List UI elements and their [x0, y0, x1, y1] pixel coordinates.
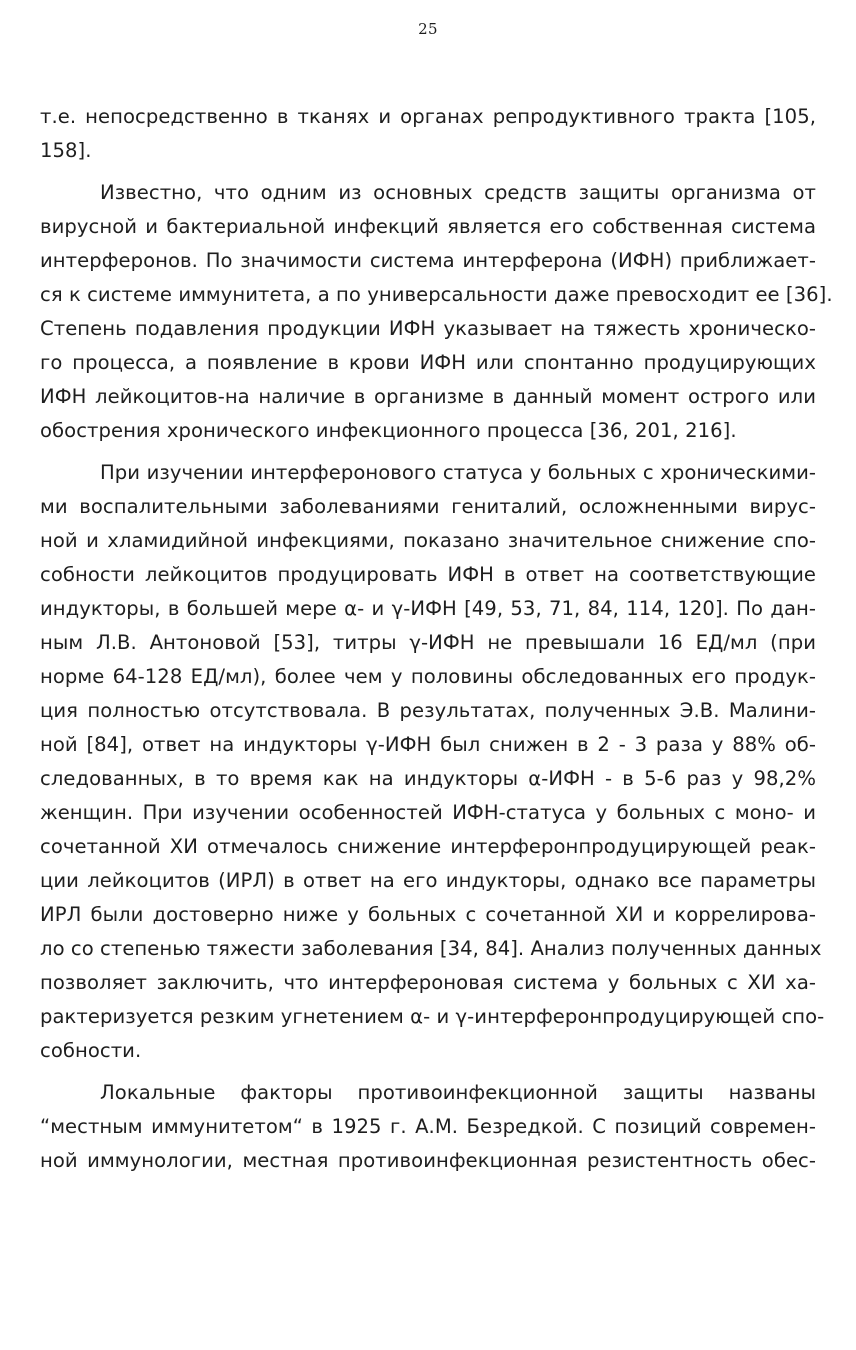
text-line: собности.: [40, 1039, 142, 1062]
text-line: ным Л.В. Антоновой [53], титры γ-ИФН не превышали 16 ЕД/мл (при: [40, 631, 816, 654]
page-body: [40, 100, 833, 1178]
text-line: Степень подавления продукции ИФН указывает на тяжесть хроническо-: [40, 317, 816, 340]
text-line: ной и хламидийной инфекциями, показано значительное снижение спо-: [40, 529, 816, 552]
text-line: ло со степенью тяжести заболевания [34, 84]. Анализ полученных данных: [40, 937, 822, 960]
text-line: позволяет заключить, что интерфероновая система у больных с ХИ ха-: [40, 971, 816, 994]
paragraph-4: [40, 1076, 816, 1178]
text-line: Локальные факторы противоинфекционной защиты названы: [100, 1081, 816, 1104]
page-number: 25: [418, 20, 438, 38]
text-line: интерферонов. По значимости система интерферона (ИФН) приближает-: [40, 249, 816, 272]
text-line: обострения хронического инфекционного процесса [36, 201, 216].: [40, 419, 737, 442]
text-line: ции лейкоцитов (ИРЛ) в ответ на его индукторы, однако все параметры: [40, 869, 816, 892]
text-line: вирусной и бактериальной инфекций является его собственная система: [40, 215, 816, 238]
text-line: При изучении интерферонового статуса у больных с хроническими-: [100, 461, 816, 484]
text-line: “местным иммунитетом“ в 1925 г. А.М. Безредкой. С позиций современ-: [40, 1115, 816, 1138]
text-line: ми воспалительными заболеваниями гениталий, осложненными вирус-: [40, 495, 816, 518]
text-line: индукторы, в большей мере α- и γ-ИФН [49, 53, 71, 84, 114, 120]. По дан-: [40, 597, 816, 620]
text-line: Известно, что одним из основных средств защиты организма от: [100, 181, 816, 204]
text-line: го процесса, а появление в крови ИФН или спонтанно продуцирующих: [40, 351, 816, 374]
text-line: т.е. непосредственно в тканях и органах репродуктивного тракта [105,: [40, 105, 816, 128]
text-line: 158].: [40, 139, 92, 162]
text-line: сочетанной ХИ отмечалось снижение интерферонпродуцирующей реак-: [40, 835, 816, 858]
text-line: ИФН лейкоцитов-на наличие в организме в данный момент острого или: [40, 385, 816, 408]
paragraph-2: [40, 176, 833, 448]
paragraph-1: [40, 100, 816, 168]
text-line: следованных, в то время как на индукторы α-ИФН - в 5-6 раз у 98,2%: [40, 767, 816, 790]
paragraph-3: [40, 456, 825, 1068]
text-line: ция полностью отсутствовала. В результатах, полученных Э.В. Малини-: [40, 699, 816, 722]
text-line: ной иммунологии, местная противоинфекционная резистентность обес-: [40, 1149, 816, 1172]
text-line: ИРЛ были достоверно ниже у больных с сочетанной ХИ и коррелирова-: [40, 903, 816, 926]
text-line: рактеризуется резким угнетением α- и γ-интерферонпродуцирующей спо-: [40, 1005, 825, 1028]
text-line: женщин. При изучении особенностей ИФН-статуса у больных с моно- и: [40, 801, 816, 824]
text-line: ся к системе иммунитета, а по универсальности даже превосходит ее [36].: [40, 283, 833, 306]
text-line: ной [84], ответ на индукторы γ-ИФН был снижен в 2 - 3 раза у 88% об-: [40, 733, 816, 756]
text-line: собности лейкоцитов продуцировать ИФН в ответ на соответствующие: [40, 563, 816, 586]
text-line: норме 64-128 ЕД/мл), более чем у половины обследованных его продук-: [40, 665, 816, 688]
